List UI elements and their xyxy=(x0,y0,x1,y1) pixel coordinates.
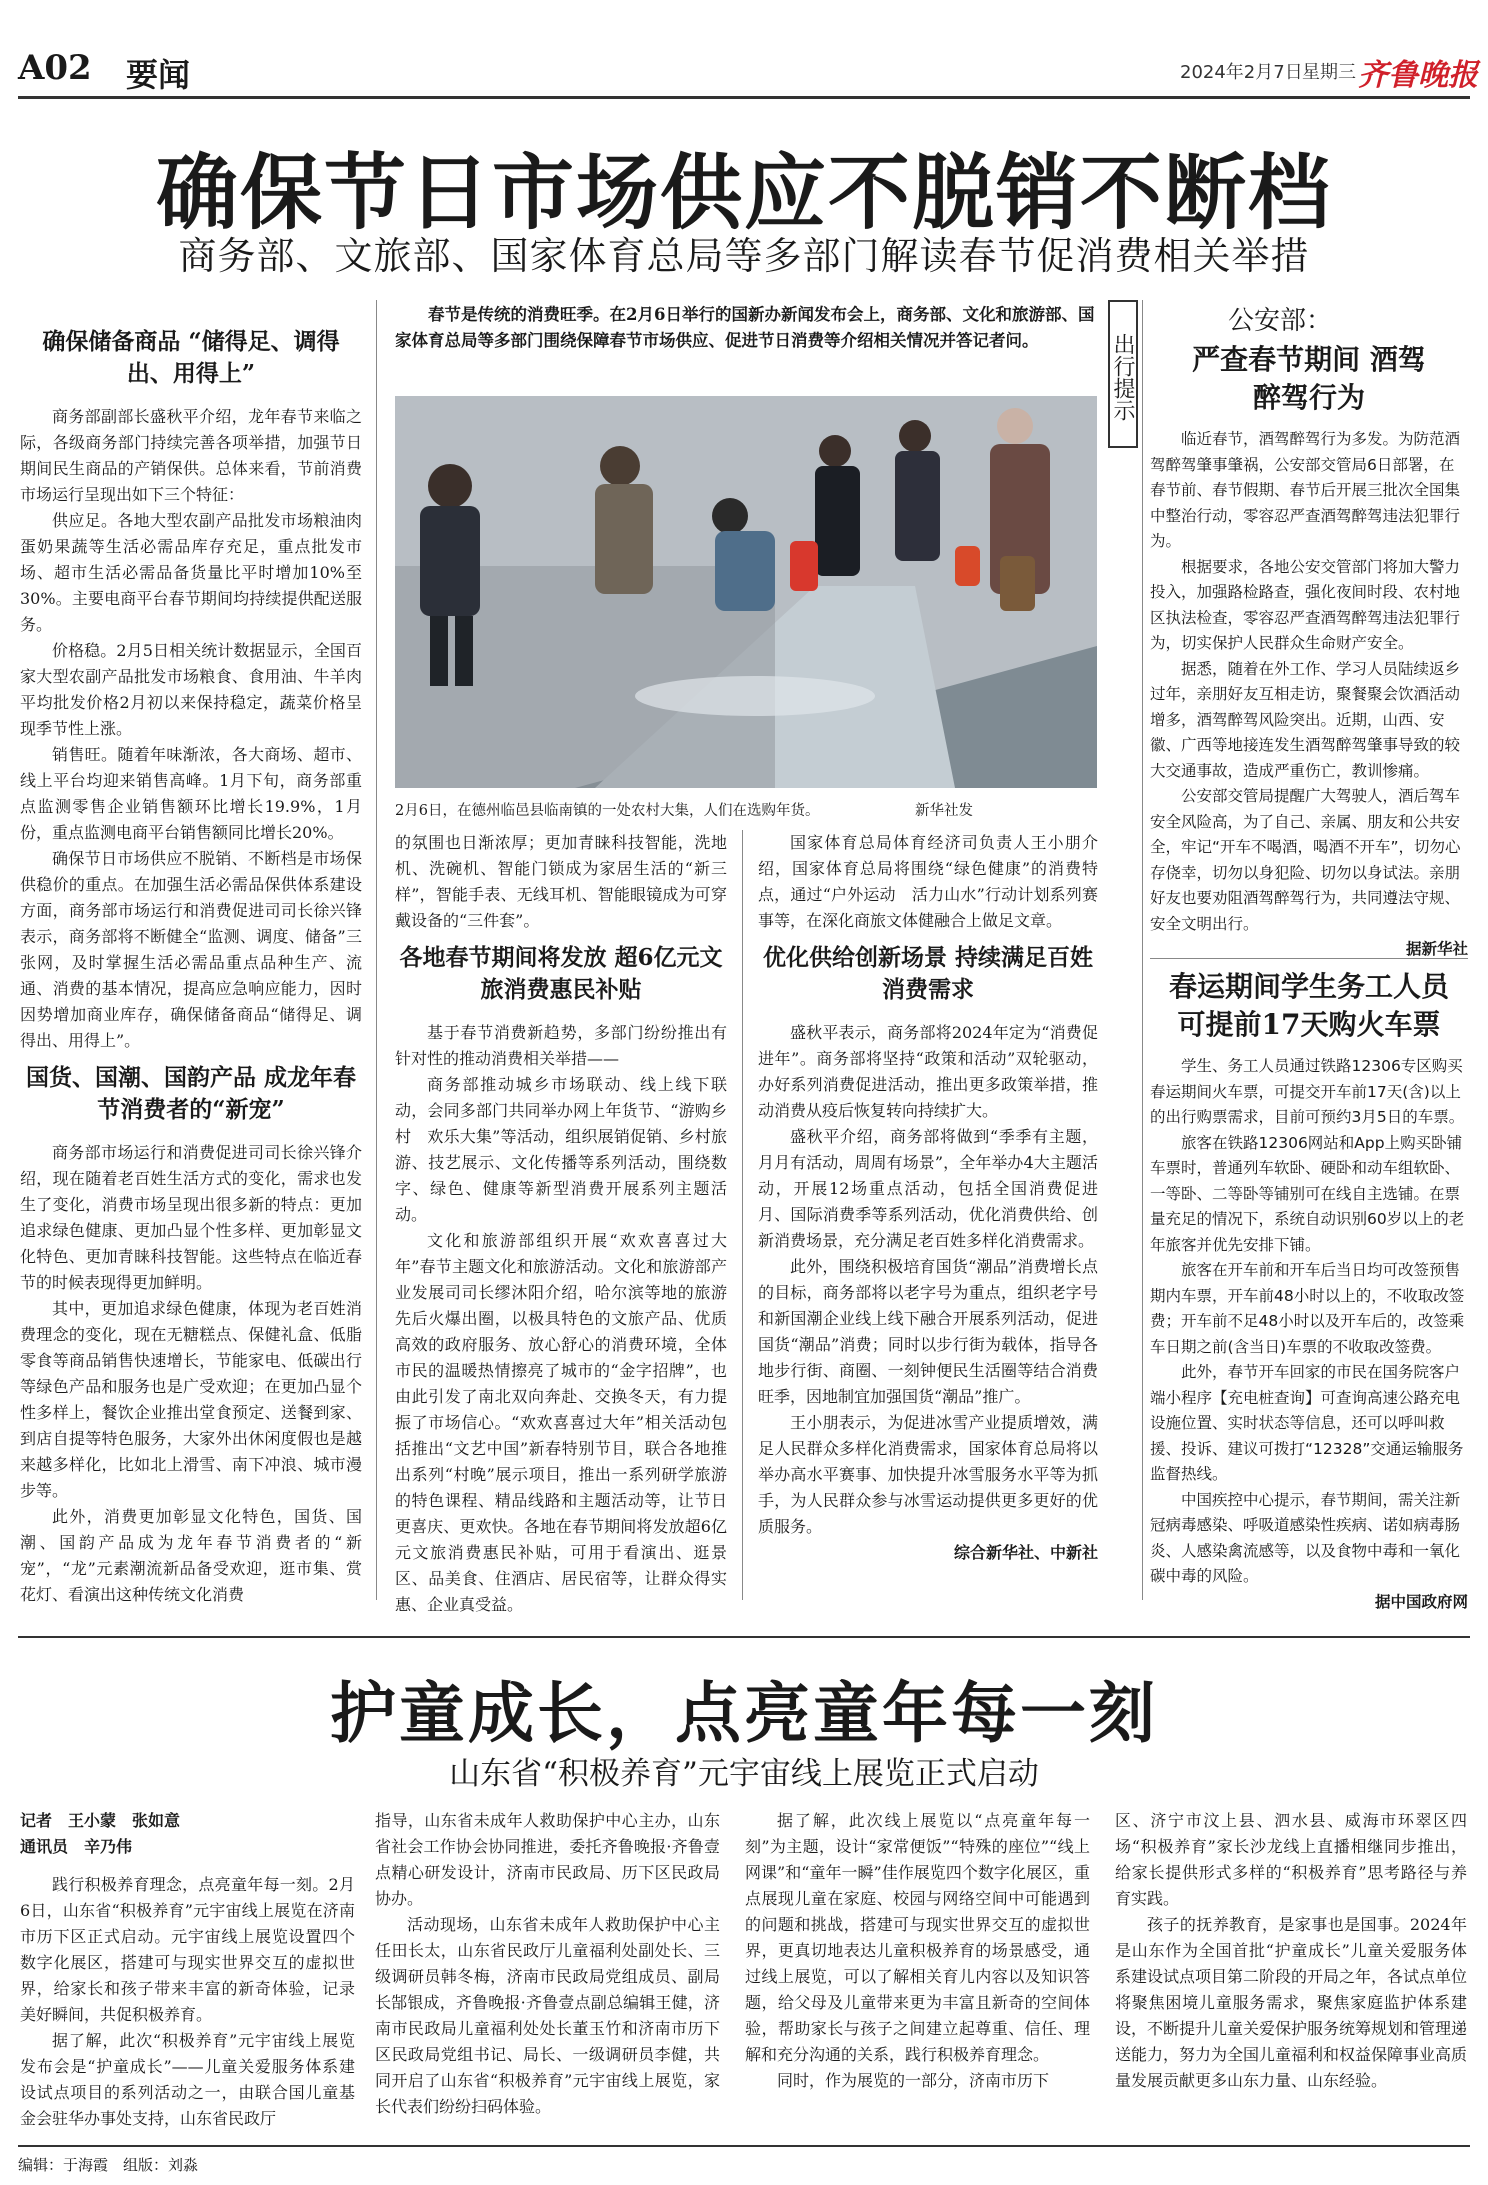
story2-subheadline: 山东省“积极养育”元宇宙线上展览正式启动 xyxy=(449,1756,1039,1792)
col1-paragraph: 其中，更加追求绿色健康，体现为老百姓消费理念的变化，现在无糖糕点、保健礼盒、低脂零食等商品销售快速增长，节能家电、低碳出行等绿色产品和服务也是广受欢迎；在更加凸显个性多样上，餐饮企业推出堂食预定、送餐到家、到店自提等特色服务，大家外出休闲度假也是越来越多样化，比如北上滑雪、南下冲浪、城市漫步等。 xyxy=(20,1299,362,1500)
train-source: 据中国政府网 xyxy=(1374,1592,1468,1611)
story2-paragraph: 据了解，此次“积极养育”元宇宙线上展览发布会是“护童成长”——儿童关爱服务体系建设试点项目的系列活动之一，由联合国儿童基金会驻华办事处支持，山东省民政厅 xyxy=(20,2031,355,2128)
photo-illustration xyxy=(395,396,1097,788)
col2-paragraph: 基于春节消费新趋势，多部门纷纷推出有针对性的推动消费相关举措—— xyxy=(395,1023,727,1068)
story2-column-4 xyxy=(1115,1808,1467,2094)
police-label: 公安部： xyxy=(1228,306,1333,336)
col1-heading-2: 国货、国潮、国韵产品 成龙年春节消费者的“新宠” xyxy=(25,1064,356,1123)
train-paragraph: 学生、务工人员通过铁路12306专区购买春运期间火车票，可提交开车前17天(含)以上的出行购票需求，目前可预约3月5日的车票。 xyxy=(1150,1057,1465,1126)
story2-column-2 xyxy=(375,1808,720,2120)
col2-paragraph: 的氛围也日渐浓厚；更加青睐科技智能，洗地机、洗碗机、智能门锁成为家居生活的“新三样”，智能手表、无线耳机、智能眼镜成为可穿戴设备的“三件套”。 xyxy=(395,833,727,930)
col1-paragraph: 确保节日市场供应不脱销、不断档是市场保供稳价的重点。在加强生活必需品保供体系建设方面，商务部市场运行和消费促进司司长徐兴锋表示，商务部将不断健全“监测、调度、储备”三张网，及时掌握生活必需品重点品种生产、流通、消费的基本情况，提高应急响应能力，因时因势增加商业库存，确保储备商品“储得足、调得出、用得上”。 xyxy=(20,849,362,1050)
story2-paragraph: 区、济宁市汶上县、泗水县、威海市环翠区四场“积极养育”家长沙龙线上直播相继同步推出，给家长提供形式多样的“积极养育”思考路径与养育实践。 xyxy=(1115,1811,1467,1908)
police-headline: 严查春节期间 酒驾醉驾行为 xyxy=(1192,343,1426,414)
police-source: 据新华社 xyxy=(1405,940,1468,958)
police-notice xyxy=(1150,300,1468,963)
train-paragraph: 中国疾控中心提示，春节期间，需关注新冠病毒感染、呼吸道感染性疾病、诺如病毒肠炎、人感染禽流感等，以及食物中毒和一氧化碳中毒的风险。 xyxy=(1150,1490,1461,1585)
train-paragraph: 旅客在铁路12306网站和App上购买卧铺车票时，普通列车软卧、硬卧和动车组软卧、一等卧、二等卧等铺别可在线自主选铺。在票量充足的情况下，系统自动识别60岁以上的老年旅客并优先安排下铺。 xyxy=(1150,1133,1465,1254)
section-name: 要闻 xyxy=(126,56,191,94)
photo-caption xyxy=(395,800,1097,822)
police-paragraph: 公安部交管局提醒广大驾驶人，酒后驾车安全风险高，为了自己、亲属、朋友和公共安全，牢记“开车不喝酒，喝酒不开车”，切勿心存侥幸，切勿以身犯险、切勿以身试法。亲朋好友也要劝阻酒驾醉驾行为，共同遵法守规、安全文明出行。 xyxy=(1150,787,1461,933)
photo-credit: 新华社发 xyxy=(915,803,973,819)
col2-paragraph: 文化和旅游部组织开展“欢欢喜喜过大年”春节主题文化和旅游活动。文化和旅游部产业发展司司长缪沐阳介绍，哈尔滨等地的旅游先后火爆出圈，以极具特色的文旅产品、优质高效的政府服务、放心舒心的消费环境，全体市民的温暖热情擦亮了城市的“金字招牌”，也由此引发了南北双向奔赴、交换冬天，有力提振了市场信心。“欢欢喜喜过大年”相关活动包括推出“文艺中国”新春特别节目，联合各地推出系列“村晚”展示项目，推出一系列研学旅游的特色课程、精品线路和主题活动等，让节日更喜庆、更欢快。各地在春节期间将发放超6亿元文旅消费惠民补贴，可用于看演出、逛景区、品美食、住酒店、居民宿等，让群众得实惠、企业真受益。 xyxy=(395,1231,727,1614)
footer-credits: 编辑：于海霞 组版：刘淼 xyxy=(18,2156,199,2174)
train-body xyxy=(1150,1054,1468,1615)
main-subheadline: 商务部、文旅部、国家体育总局等多部门解读春节促消费相关举措 xyxy=(178,234,1310,278)
byline-correspondent: 通讯员 辛乃伟 xyxy=(20,1837,133,1856)
issue-weekday: 星期三 xyxy=(1302,62,1356,83)
section-rule xyxy=(18,1636,1470,1638)
page-number: A02 xyxy=(18,48,92,88)
story2-paragraph: 据了解，此次线上展览以“点亮童年每一刻”为主题，设计“家常便饭”“特殊的座位”“线上网课”和“童年一瞬”佳作展览四个数字化展区，重点展现儿童在家庭、校园与网络空间中可能遇到的问题和挑战，搭建可与现实世界交互的虚拟世界，更真切地表达儿童积极养育的场景感受，通过线上展览，可以了解相关育儿内容以及知识答题，给父母及儿童带来更为丰富且新奇的空间体验，帮助家长与孩子之间建立起尊重、信任、理解和充分沟通的关系，践行积极养育理念。 xyxy=(745,1811,1090,2064)
market-photo xyxy=(395,396,1097,788)
story2-column-3 xyxy=(745,1808,1090,2094)
col1-paragraph: 此外，消费更加彰显文化特色，国货、国潮、国韵产品成为龙年春节消费者的“新宠”，“龙”元素潮流新品备受欢迎，逛市集、赏花灯、看演出这种传统文化消费 xyxy=(20,1507,362,1604)
col2-heading: 各地春节期间将发放 超6亿元文旅消费惠民补贴 xyxy=(399,944,723,1003)
col1-heading-1: 确保储备商品 “储得足、调得出、用得上” xyxy=(42,328,340,387)
caption-text: 2月6日，在德州临邑县临南镇的一处农村大集，人们在选购年货。 xyxy=(395,803,820,819)
story2-column-1 xyxy=(20,1808,355,2132)
travel-tips-tag: 出行提示 xyxy=(1108,300,1138,448)
train-notice xyxy=(1150,968,1468,1615)
col3-source: 综合新华社、中新社 xyxy=(953,1543,1098,1562)
col1-paragraph: 商务部市场运行和消费促进司司长徐兴锋介绍，现在随着老百姓生活方式的变化，需求也发生了变化，消费市场呈现出很多新的特点：更加追求绿色健康、更加凸显个性多样、更加彰显文化特色、更加青睐科技智能。这些特点在临近春节的时候表现得更加鲜明。 xyxy=(20,1143,362,1292)
col3-heading: 优化供给创新场景 持续满足百姓消费需求 xyxy=(762,944,1093,1003)
column-divider xyxy=(742,830,743,1600)
story2-headline: 护童成长，点亮童年每一刻 xyxy=(330,1674,1158,1752)
issue-date: 2024年2月7日 xyxy=(1180,62,1303,83)
story2-paragraph: 指导，山东省未成年人救助保护中心主办，山东省社会工作协会协同推进，委托齐鲁晚报·齐鲁壹点精心研发设计，济南市民政局、历下区民政局协办。 xyxy=(375,1811,720,1908)
police-paragraph: 根据要求，各地公安交管部门将加大警力投入，加强路检路查，强化夜间时段、农村地区执法检查，零容忍严查酒驾醉驾违法犯罪行为，切实保护人民群众生命财产安全。 xyxy=(1150,557,1461,652)
col1-paragraph: 价格稳。2月5日相关统计数据显示，全国百家大型农副产品批发市场粮食、食用油、牛羊肉平均批发价格2月初以来保持稳定，蔬菜价格呈现季节性上涨。 xyxy=(20,641,362,738)
column-2 xyxy=(395,830,727,1618)
column-1 xyxy=(20,318,362,1608)
story2-paragraph: 同时，作为展览的一部分，济南市历下 xyxy=(777,2071,1050,2090)
col3-paragraph: 盛秋平表示，商务部将2024年定为“消费促进年”。商务部将坚持“政策和活动”双轮驱动，办好系列消费促进活动，推出更多政策举措，推动消费从疫后恢复转向持续扩大。 xyxy=(758,1023,1098,1120)
col1-paragraph: 销售旺。随着年味渐浓，各大商场、超市、线上平台均迎来销售高峰。1月下旬，商务部重点监测零售企业销售额环比增长19.9%，1月份，重点监测电商平台销售额同比增长20%。 xyxy=(20,745,362,842)
train-paragraph: 旅客在开车前和开车后当日均可改签预售期内车票，开车前48小时以上的，不收取改签费；开车前不足48小时以及开车后的，改签乘车日期之前(含当日)车票的不收取改签费。 xyxy=(1150,1261,1465,1356)
police-paragraph: 临近春节，酒驾醉驾行为多发。为防范酒驾醉驾肇事肇祸，公安部交管局6日部署，在春节前、春节假期、春节后开展三批次全国集中整治行动，零容忍严查酒驾醉驾违法犯罪行为。 xyxy=(1150,430,1461,550)
train-paragraph: 此外，春节开车回家的市民在国务院客户端小程序【充电桩查询】可查询高速公路充电设施位置、实时状态等信息，还可以呼叫救援、投诉、建议可拨打“12328”交通运输服务监督热线。 xyxy=(1150,1363,1464,1483)
byline-reporters: 记者 王小蒙 张如意 xyxy=(20,1811,181,1830)
header-rule xyxy=(18,96,1470,99)
col3-paragraph: 此外，围绕积极培育国货“潮品”消费增长点的目标，商务部将以老字号为重点，组织老字号和新国潮企业线上线下融合开展系列活动，促进国货“潮品”消费；同时以步行街为载体，指导各地步行街、商圈、一刻钟便民生活圈等结合消费旺季，因地制宜加强国货“潮品”推广。 xyxy=(758,1257,1098,1406)
paper-logo: 齐鲁晚报 xyxy=(1358,58,1478,93)
col3-paragraph: 盛秋平介绍，商务部将做到“季季有主题，月月有活动，周周有场景”，全年举办4大主题活动，开展12场重点活动，包括全国消费促进月、国际消费季等系列活动，优化消费供给、创新消费场景，充分满足老百姓多样化消费需求。 xyxy=(758,1127,1098,1250)
footer-rule xyxy=(18,2145,1470,2147)
col2-paragraph: 商务部推动城乡市场联动、线上线下联动，会同多部门共同举办网上年货节、“游购乡村 欢乐大集”等活动，组织展销促销、乡村旅游、技艺展示、文化传播等系列活动，围绕数字、绿色、健康等新型消费开展系列主题活动。 xyxy=(395,1075,727,1224)
train-headline: 春运期间学生务工人员 可提前17天购火车票 xyxy=(1168,970,1449,1041)
col1-paragraph: 供应足。各地大型农副产品批发市场粮油肉蛋奶果蔬等生活必需品库存充足，重点批发市场、超市生活必需品备货量比平时增加10%至30%。主要电商平台春节期间均持续提供配送服务。 xyxy=(20,511,362,634)
story2-paragraph: 践行积极养育理念，点亮童年每一刻。2月6日，山东省“积极养育”元宇宙线上展览在济南市历下区正式启动。元宇宙线上展览设置四个数字化展区，搭建可与现实世界交互的虚拟世界，给家长和孩子带来丰富的新奇体验，记录美好瞬间，共促积极养育。 xyxy=(20,1875,355,2024)
lede-paragraph: 春节是传统的消费旺季。在2月6日举行的国新办新闻发布会上，商务部、文化和旅游部、国家体育总局等多部门围绕保障春节市场供应、促进节日消费等介绍相关情况并答记者问。 xyxy=(395,305,1095,350)
story2-paragraph: 活动现场，山东省未成年人救助保护中心主任田长太，山东省民政厅儿童福利处副处长、三级调研员韩冬梅，济南市民政局党组成员、副局长郜银成，齐鲁晚报·齐鲁壹点副总编辑王健，济南市民政局儿童福利处处长董玉竹和济南市历下区民政局党组书记、局长、一级调研员李健，共同开启了山东省“积极养育”元宇宙线上展览，家长代表们纷纷扫码体验。 xyxy=(375,1915,720,2116)
column-divider xyxy=(376,300,377,1600)
police-paragraph: 据悉，随着在外工作、学习人员陆续返乡过年，亲朋好友互相走访，聚餐聚会饮酒活动增多，酒驾醉驾风险突出。近期，山西、安徽、广西等地接连发生酒驾醉驾肇事导致的较大交通事故，造成严重伤亡，教训惨痛。 xyxy=(1150,659,1461,780)
main-headline: 确保节日市场供应不脱销不断档 xyxy=(155,145,1332,241)
police-body xyxy=(1150,427,1468,963)
col3-paragraph: 国家体育总局体育经济司负责人王小朋介绍，国家体育总局将围绕“绿色健康”的消费特点，通过“户外运动 活力山水”行动计划系列赛事等，在深化商旅文体健融合上做足文章。 xyxy=(758,833,1098,930)
column-3 xyxy=(758,830,1098,1566)
column-divider xyxy=(1142,300,1143,1600)
right-divider xyxy=(1150,958,1468,959)
col1-paragraph: 商务部副部长盛秋平介绍，龙年春节来临之际，各级商务部门持续完善各项举措，加强节日期间民生商品的产销保供。总体来看，节前消费市场运行呈现出如下三个特征： xyxy=(20,407,362,504)
col3-paragraph: 王小朋表示，为促进冰雪产业提质增效，满足人民群众多样化消费需求，国家体育总局将以举办高水平赛事、加快提升冰雪服务水平等为抓手，为人民群众参与冰雪运动提供更多更好的优质服务。 xyxy=(758,1413,1098,1536)
story2-paragraph: 孩子的抚养教育，是家事也是国事。2024年是山东作为全国首批“护童成长”儿童关爱服务体系建设试点项目第二阶段的开局之年，各试点单位将聚焦困境儿童服务需求，聚焦家庭监护体系建设，不断提升儿童关爱保护服务统筹规划和管理递送能力，努力为全国儿童福利和权益保障事业高质量发展贡献更多山东力量、山东经验。 xyxy=(1115,1915,1468,2090)
